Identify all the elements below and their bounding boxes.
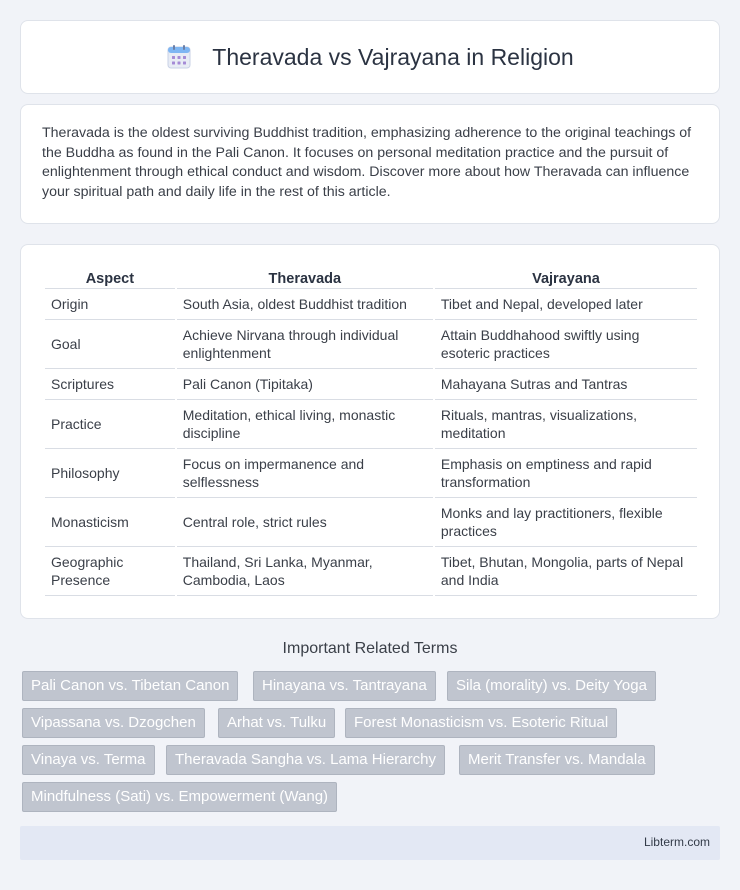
- table-header-row: [45, 265, 697, 289]
- footer-site-link[interactable]: Libterm.com: [643, 835, 710, 849]
- table-row: [45, 449, 697, 498]
- cell-theravada: Meditation, ethical living, monastic discipline: [177, 400, 433, 449]
- footer: [20, 826, 720, 860]
- related-term-tag[interactable]: Mindfulness (Sati) vs. Empowerment (Wang): [22, 782, 337, 812]
- related-term-tag[interactable]: Pali Canon vs. Tibetan Canon: [22, 671, 238, 701]
- header-theravada: Theravada: [177, 265, 433, 289]
- cell-vajrayana: Mahayana Sutras and Tantras: [435, 369, 697, 400]
- related-terms-title: Important Related Terms: [282, 640, 458, 657]
- intro-card: [20, 104, 720, 224]
- related-term-tag[interactable]: Hinayana vs. Tantrayana: [253, 671, 436, 701]
- related-term-tag[interactable]: Vinaya vs. Terma: [22, 745, 155, 775]
- header-card: [20, 20, 720, 94]
- cell-theravada: South Asia, oldest Buddhist tradition: [177, 289, 433, 320]
- calendar-icon: [166, 44, 192, 70]
- cell-theravada: Central role, strict rules: [177, 498, 433, 547]
- cell-vajrayana: Tibet, Bhutan, Mongolia, parts of Nepal and India: [435, 547, 697, 596]
- related-term-tag[interactable]: Theravada Sangha vs. Lama Hierarchy: [166, 745, 445, 775]
- table-row: [45, 400, 697, 449]
- header-vajrayana: Vajrayana: [435, 265, 697, 289]
- cell-vajrayana: Tibet and Nepal, developed later: [435, 289, 697, 320]
- cell-aspect: Goal: [45, 320, 175, 369]
- header-aspect: Aspect: [45, 265, 175, 289]
- cell-theravada: Thailand, Sri Lanka, Myanmar, Cambodia, Laos: [177, 547, 433, 596]
- intro-text: Theravada is the oldest surviving Buddhist tradition, emphasizing adherence to the original teachings of the Buddha as found in the Pali Canon. It focuses on personal meditation practice and the pursuit of enlightenment through ethical conduct and wisdom. Discover more about how Theravada can influence your spiritual path and daily life in the rest of this article.: [42, 125, 692, 200]
- comparison-table: [43, 265, 699, 596]
- related-term-tag[interactable]: Vipassana vs. Dzogchen: [22, 708, 205, 738]
- related-term-tag[interactable]: Forest Monasticism vs. Esoteric Ritual: [345, 708, 617, 738]
- table-row: [45, 498, 697, 547]
- cell-vajrayana: Rituals, mantras, visualizations, meditation: [435, 400, 697, 449]
- cell-aspect: Origin: [45, 289, 175, 320]
- cell-theravada: Achieve Nirvana through individual enlightenment: [177, 320, 433, 369]
- cell-vajrayana: Emphasis on emptiness and rapid transformation: [435, 449, 697, 498]
- table-row: [45, 369, 697, 400]
- comparison-table-card: [20, 244, 720, 619]
- cell-aspect: Monasticism: [45, 498, 175, 547]
- related-term-tag[interactable]: Sila (morality) vs. Deity Yoga: [447, 671, 656, 701]
- cell-aspect: Scriptures: [45, 369, 175, 400]
- table-row: [45, 320, 697, 369]
- table-row: [45, 289, 697, 320]
- page-title: Theravada vs Vajrayana in Religion: [212, 43, 574, 70]
- cell-aspect: Geographic Presence: [45, 547, 175, 596]
- cell-theravada: Pali Canon (Tipitaka): [177, 369, 433, 400]
- cell-theravada: Focus on impermanence and selflessness: [177, 449, 433, 498]
- cell-vajrayana: Monks and lay practitioners, flexible practices: [435, 498, 697, 547]
- table-row: [45, 547, 697, 596]
- related-term-tag[interactable]: Arhat vs. Tulku: [218, 708, 335, 738]
- cell-aspect: Philosophy: [45, 449, 175, 498]
- cell-vajrayana: Attain Buddhahood swiftly using esoteric practices: [435, 320, 697, 369]
- related-term-tag[interactable]: Merit Transfer vs. Mandala: [459, 745, 655, 775]
- cell-aspect: Practice: [45, 400, 175, 449]
